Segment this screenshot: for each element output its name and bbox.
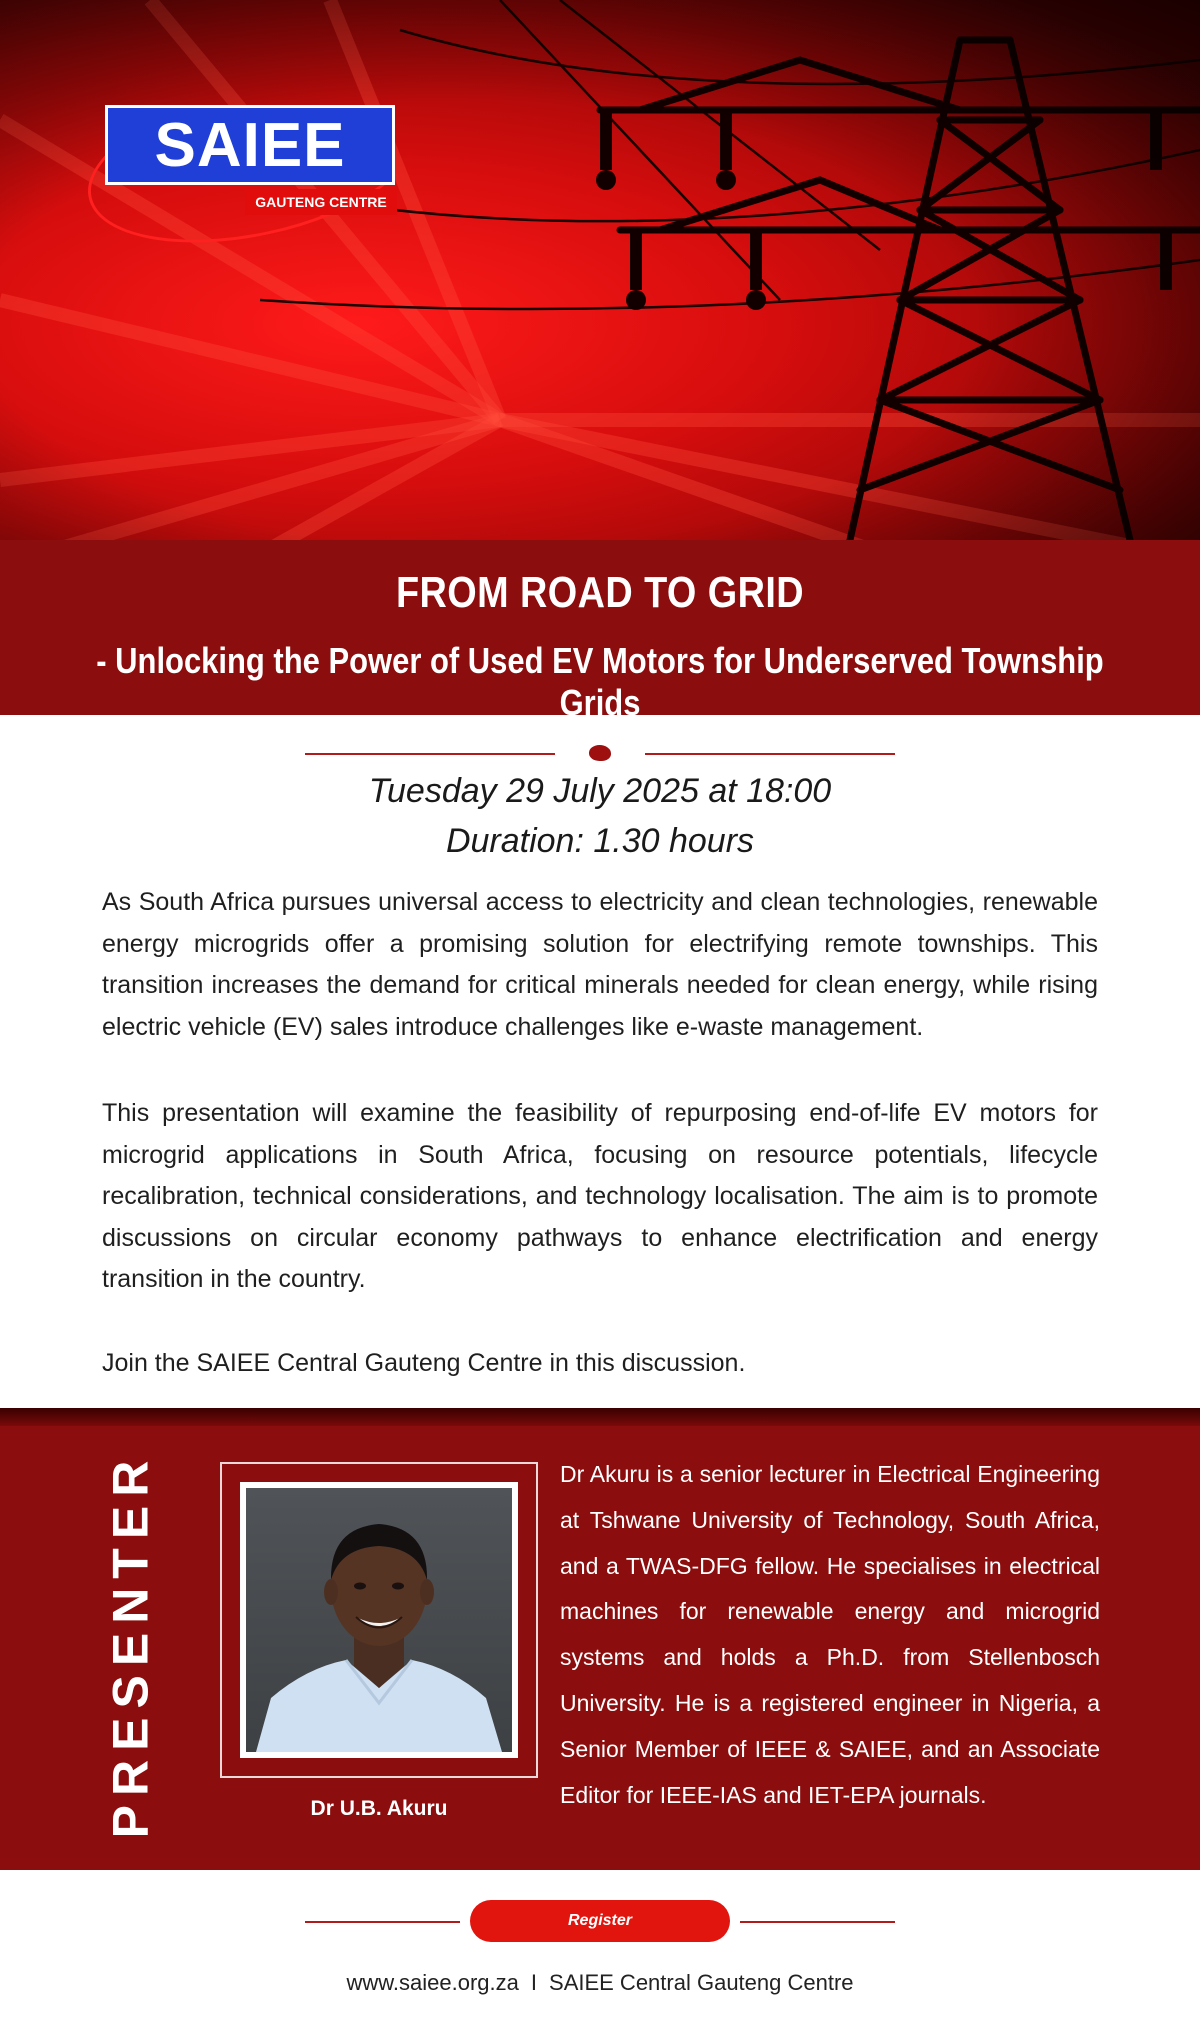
- event-date: Tuesday 29 July 2025 at 18:00: [368, 772, 832, 810]
- footer-divider-left: [305, 1921, 460, 1923]
- logo-box: [105, 105, 395, 185]
- presenter-portrait: [246, 1488, 512, 1752]
- presenter-photo-frame: [220, 1462, 538, 1778]
- presenter-label: [40, 1451, 220, 1839]
- footer-separator: I: [530, 1970, 538, 1995]
- body-paragraph-2: This presentation will examine the feasibility of repurposing end-of-life EV motors for microgrid applications in South Africa, focusing on resource potentials, lifecycle recalibration, technical considerations, and technology localisation. The aim is to promote discussions on circular economy pathways to enhance electrification and energy transition in the country.: [102, 1099, 1098, 1293]
- footer-divider-right: [740, 1921, 895, 1923]
- pylon-illustration: [0, 0, 1200, 540]
- hero-image: [0, 0, 1200, 540]
- body-paragraph-3: Join the SAIEE Central Gauteng Centre in this discussion.: [102, 1349, 746, 1377]
- logo-text: SAIEE: [154, 110, 346, 180]
- register-button[interactable]: Register: [470, 1900, 730, 1942]
- website-link[interactable]: www.saiee.org.za: [346, 1970, 519, 1995]
- divider-ornament: [589, 745, 611, 761]
- saiee-logo: [105, 105, 400, 220]
- event-duration: Duration: 1.30 hours: [445, 822, 755, 860]
- presenter-name: Dr U.B. Akuru: [310, 1797, 448, 1820]
- divider-left: [305, 753, 555, 755]
- body-paragraph-1: As South Africa pursues universal access to electricity and clean technologies, renewable energy microgrids offer a promising solution for electrifying remote townships. This transition increases the demand for critical minerals needed for clean energy, while rising electric vehicle (EV) sales introduce challenges like e-waste management.: [102, 888, 1098, 1041]
- title-banner: [0, 540, 1200, 723]
- footer-info: [0, 1970, 1200, 1996]
- event-subtitle: - Unlocking the Power of Used EV Motors for Underserved Township Grids: [96, 640, 1104, 723]
- presenter-divider: [0, 1408, 1200, 1426]
- presenter-photo: [246, 1488, 512, 1752]
- logo-subtitle: GAUTENG CENTRE: [245, 189, 397, 215]
- divider-right: [645, 753, 895, 755]
- presenter-bio: Dr Akuru is a senior lecturer in Electrical Engineering at Tshwane University of Technology, South Africa, and a TWAS-DFG fellow. He specialises in electrical machines for renewable energy and microgrid systems and holds a Ph.D. from Stellenbosch University. He is a registered engineer in Nigeria, a Senior Member of IEEE & SAIEE, and an Associate Editor for IEEE-IAS and IET-EPA journals.: [560, 1461, 1100, 1808]
- presenter-label-text: PRESENTER: [102, 1451, 158, 1839]
- presenter-photo-border: [240, 1482, 518, 1758]
- event-title: FROM ROAD TO GRID: [395, 568, 805, 617]
- organisation-name: SAIEE Central Gauteng Centre: [549, 1970, 854, 1995]
